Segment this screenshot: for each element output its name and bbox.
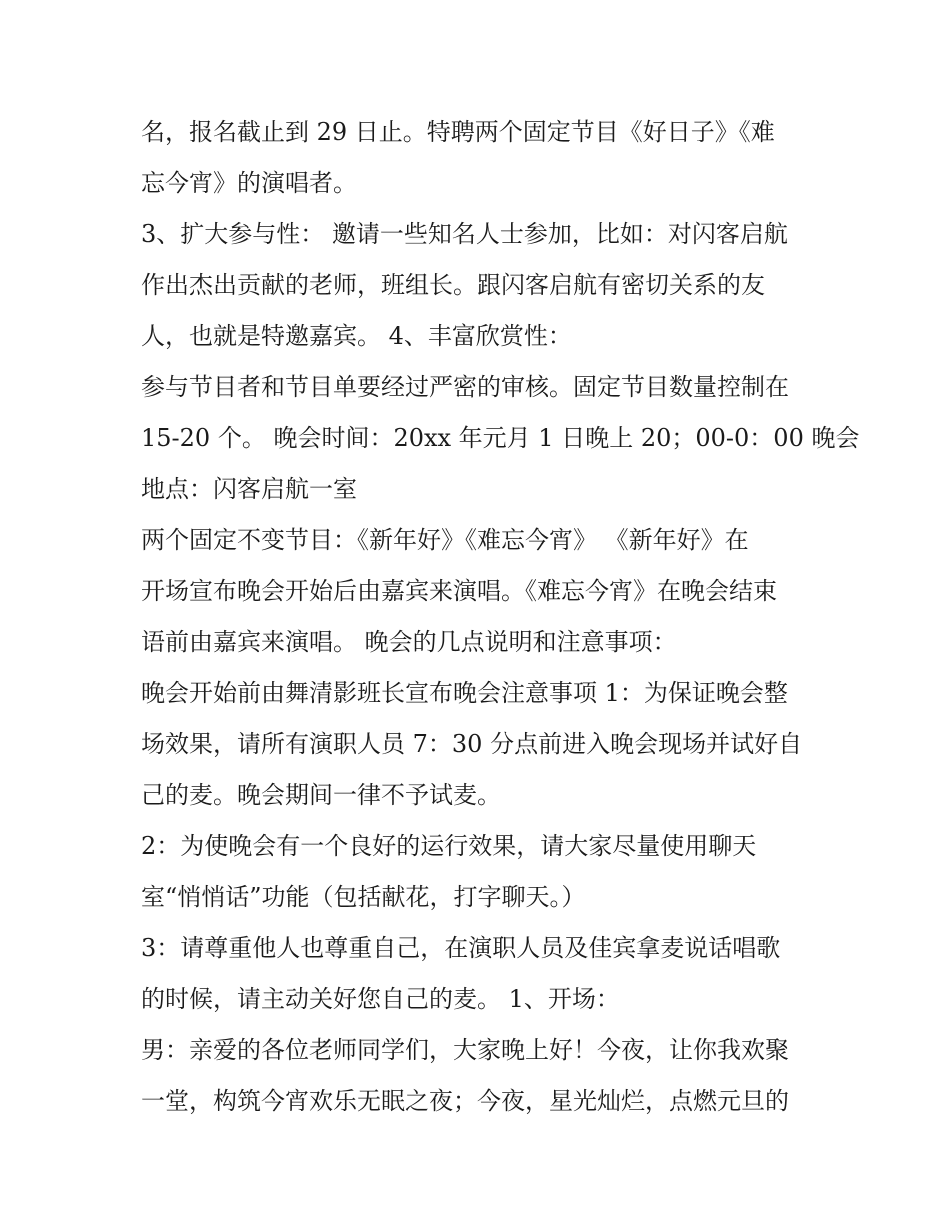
text-line: 语前由嘉宾来演唱。 晚会的几点说明和注意事项： (141, 628, 677, 656)
text-line: 开场宣布晚会开始后由嘉宾来演唱。《难忘今宵》在晚会结束 (141, 577, 777, 605)
text-line: 3、扩大参与性： 邀请一些知名人士参加，比如：对闪客启航 (141, 220, 788, 248)
text-line: 的时候，请主动关好您自己的麦。 1、开场： (141, 985, 620, 1013)
text-line: 晚会开始前由舞清影班长宣布晚会注意事项 1：为保证晚会整 (141, 679, 788, 707)
text-line: 地点：闪客启航一室 (141, 475, 357, 503)
text-line: 室“悄悄话”功能（包括献花，打字聊天。） (141, 883, 586, 911)
text-line: 2：为使晚会有一个良好的运行效果，请大家尽量使用聊天 (141, 832, 757, 860)
text-line: 男：亲爱的各位老师同学们，大家晚上好！今夜，让你我欢聚 (141, 1036, 789, 1064)
text-line: 两个固定不变节目：《新年好》《难忘今宵》 《新年好》在 (141, 526, 749, 554)
text-line: 一堂，构筑今宵欢乐无眠之夜；今夜，星光灿烂，点燃元旦的 (141, 1087, 789, 1115)
text-line: 人，也就是特邀嘉宾。 4、丰富欣赏性： (141, 322, 572, 350)
text-line: 参与节目者和节目单要经过严密的审核。固定节目数量控制在 (141, 373, 789, 401)
text-line: 作出杰出贡献的老师，班组长。跟闪客启航有密切关系的友 (141, 271, 765, 299)
text-line: 己的麦。晚会期间一律不予试麦。 (141, 781, 501, 809)
text-line: 名，报名截止到 29 日止。特聘两个固定节目《好日子》《难 (141, 118, 775, 146)
text-line: 忘今宵》的演唱者。 (141, 169, 357, 197)
text-line: 场效果，请所有演职人员 7：30 分点前进入晚会现场并试好自 (141, 730, 803, 758)
text-line: 3：请尊重他人也尊重自己，在演职人员及佳宾拿麦说话唱歌 (141, 934, 781, 962)
text-line: 15-20 个。 晚会时间：20xx 年元月 1 日晚上 20；00-0：00 晚会 (141, 424, 860, 452)
body-text (141, 107, 860, 1127)
